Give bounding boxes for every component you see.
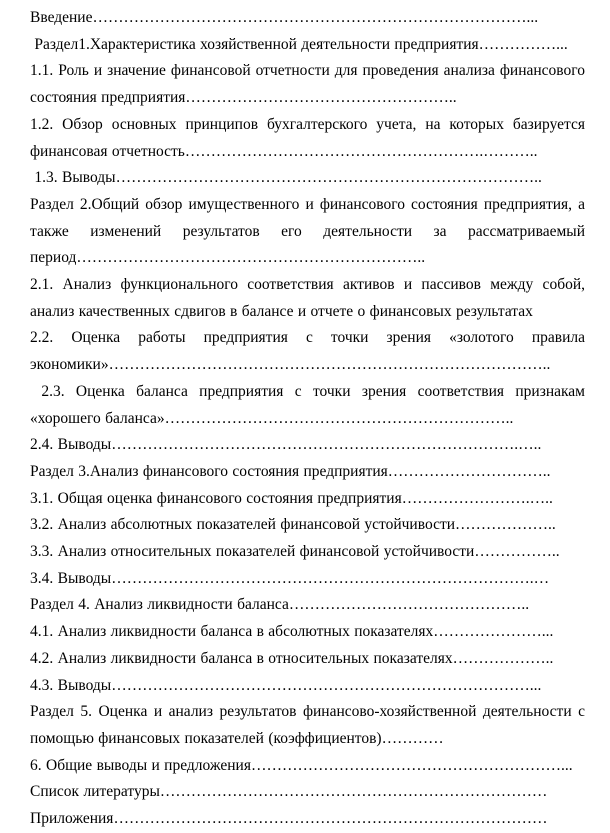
toc-entry-2-3: 2.3. Оценка баланса предприятия с точки зрения соответствия признакам «хорошего баланса»………………………………………………………….. bbox=[30, 382, 585, 427]
toc-entry-1-1: 1.1. Роль и значение финансовой отчетности для проведения анализа финансового состояния предприятия…………………………………………….. bbox=[30, 62, 585, 107]
toc-entry-3-1: 3.1. Общая оценка финансового состояния предприятия…………………….….. bbox=[30, 489, 553, 507]
toc-entry-3-3: 3.3. Анализ относительных показателей финансовой устойчивости…………….. bbox=[30, 543, 560, 561]
toc-entry-section-3: Раздел 3.Анализ финансового состояния предприятия………………………….. bbox=[30, 462, 551, 480]
toc-entry-section-5: Раздел 5. Оценка и анализ результатов финансово-хозяйственной деятельности с помощью финансовых показателей (коэффициентов)………… bbox=[30, 703, 585, 747]
toc-entry-3-4: 3.4. Выводы……………………………………………………………………….… bbox=[30, 569, 550, 587]
toc-entry-4-2: 4.2. Анализ ликвидности баланса в относительных показателях……………….. bbox=[30, 649, 554, 667]
toc-entry-section-1: Раздел1.Характеристика хозяйственной деятельности предприятия……………... bbox=[30, 35, 568, 53]
toc-entry-appendices: Приложения………………………………………………………………………… bbox=[30, 810, 548, 828]
toc-entry-2-4: 2.4. Выводы…………………………………………………………………….….. bbox=[30, 436, 542, 454]
toc-entry-introduction: Введение…………………………………………………………………………... bbox=[30, 9, 539, 26]
toc-entry-2-2: 2.2. Оценка работы предприятия с точки зрения «золотого правила экономики»………………………………………………………………………….. bbox=[30, 329, 585, 374]
toc-entry-1-2: 1.2. Обзор основных принципов бухгалтерского учета, на которых базируется финансовая отчетность………………………………………………….……….. bbox=[30, 115, 585, 160]
toc-entry-2-1: 2.1. Анализ функционального соответствия активов и пассивов между собой, анализ качественных сдвигов в балансе и отчете о финансовых результатах bbox=[30, 276, 585, 320]
toc-entry-section-4: Раздел 4. Анализ ликвидности баланса……………………………………….. bbox=[30, 596, 530, 614]
toc-entry-conclusions: 6. Общие выводы и предложения……………………………………………………... bbox=[30, 756, 573, 774]
toc-entry-section-2: Раздел 2.Общий обзор имущественного и финансового состояния предприятия, а также изменений результатов его деятельности за рассматриваемый период………………………………………………………….. bbox=[30, 195, 585, 267]
toc-entry-1-3: 1.3. Выводы……………………………………………………………………….. bbox=[30, 169, 542, 187]
toc-entry-3-2: 3.2. Анализ абсолютных показателей финансовой устойчивости……………….. bbox=[30, 516, 556, 534]
toc-entry-bibliography: Список литературы………………………………………………………………… bbox=[30, 783, 548, 801]
toc-entry-4-3: 4.3. Выводы………………………………………………………………………... bbox=[30, 676, 542, 694]
toc-entry-4-1: 4.1. Анализ ликвидности баланса в абсолютных показателях…………………... bbox=[30, 623, 554, 641]
